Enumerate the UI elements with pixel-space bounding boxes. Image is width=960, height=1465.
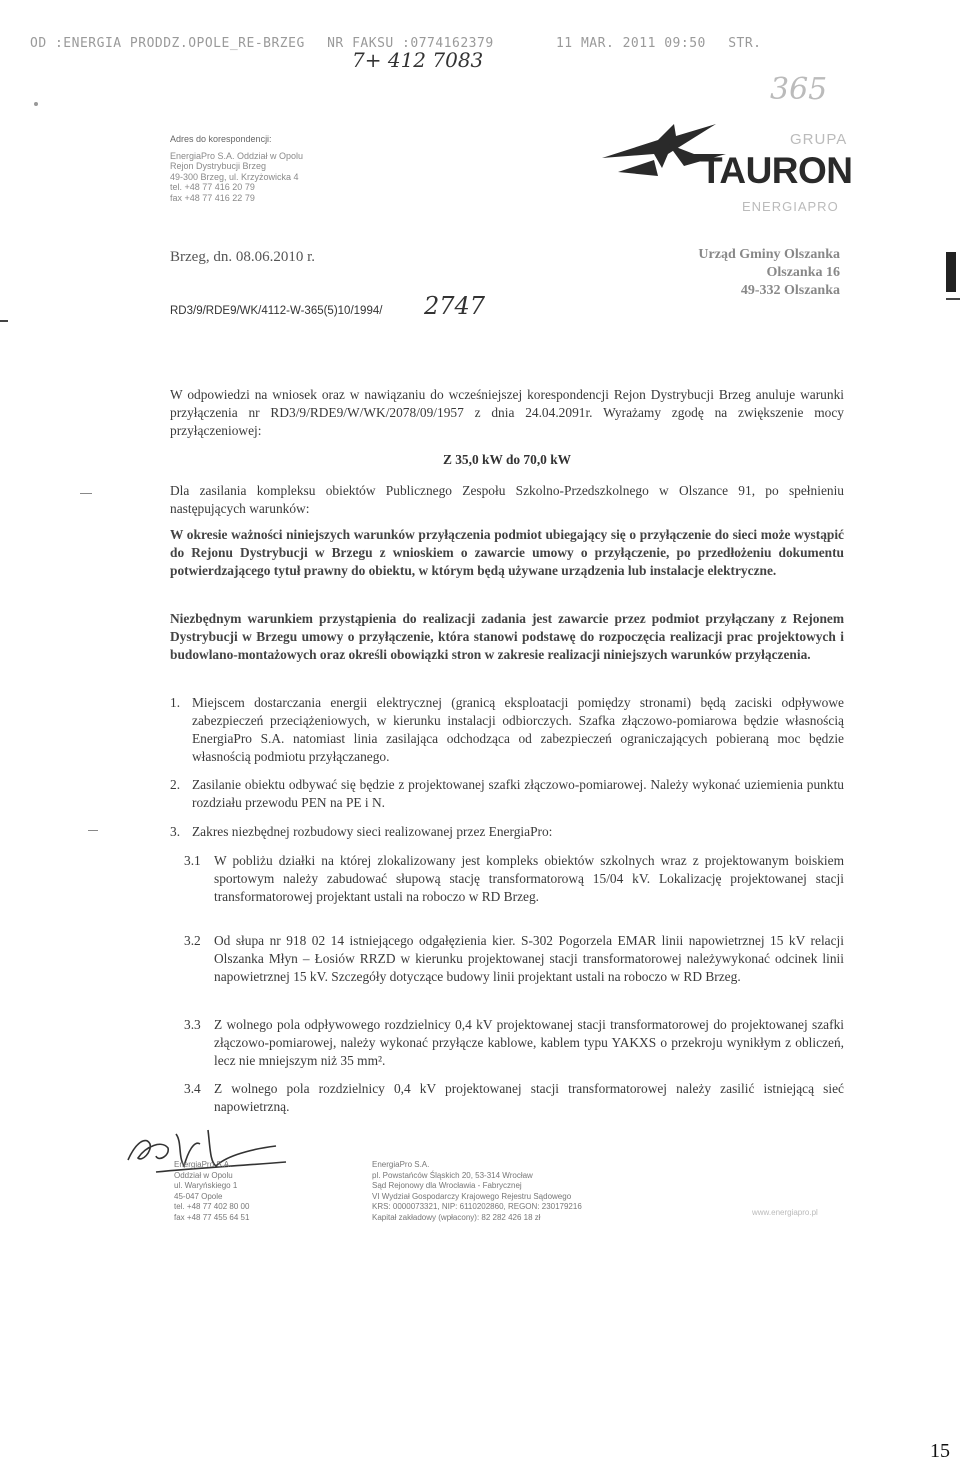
scan-edge-mark [946, 298, 960, 300]
fax-from: OD :ENERGIA PRODDZ.OPOLE_RE-BRZEG [30, 36, 305, 51]
footer-line: VI Wydział Gospodarczy Krajowego Rejestru Sądowego [372, 1191, 572, 1201]
footer-line: KRS: 0000073321, NIP: 6110202860, REGON: 230179216 [372, 1202, 582, 1211]
recipient-line: Olszanka 16 [766, 265, 840, 280]
validity-paragraph: W okresie ważności niniejszych warunków przyłączenia podmiot ubiegający się o przyłączenie do sieci może wystąpić do Rejonu Dystrybucji w Brzegu z wnioskiem o zawarcie umowy o przyłączenie, po przedłożeniu dokumentu potwierdzającego tytuł prawny do obiektu, w którym będą używane urządzenia lub instalacje elektryczne. [170, 527, 844, 578]
fax-date: 11 MAR. 2011 09:50 [555, 36, 706, 51]
sub-item [184, 1080, 844, 1116]
scan-edge-mark [0, 320, 8, 322]
footer-line: Kapitał zakładowy (wpłacony): 82 282 426 18 zł [372, 1212, 541, 1222]
footer-line: EnergiaPro S.A. [372, 1160, 430, 1169]
list-item [170, 694, 844, 766]
recipient-address [660, 246, 840, 300]
power-change: Z 35,0 kW do 70,0 kW [442, 452, 572, 467]
handwritten-reference: 7+ 412 7083 [352, 48, 484, 72]
sub-item-number: 3.4 [184, 1081, 201, 1096]
sub-item-number: 3.2 [184, 933, 201, 948]
fax-number: NR FAKSU :0774162379 [327, 36, 494, 51]
margin-mark [80, 493, 92, 494]
correspondence-heading: Adres do korespondencji: [170, 134, 272, 144]
footer-line: Sąd Rejonowy dla Wrocławia - Fabrycznej [372, 1181, 522, 1190]
logo-subbrand: ENERGIAPRO [742, 199, 839, 214]
list-item [170, 776, 844, 812]
fax-page: STR. [728, 36, 762, 51]
sub-item [184, 1016, 844, 1070]
reference-number: RD3/9/RDE9/WK/4112-W-365(5)10/1994/ [170, 305, 383, 317]
recipient-line: Urząd Gminy Olszanka [698, 247, 840, 262]
footer-line: EnergiaPro S.A. [174, 1160, 232, 1169]
address-line: tel. +48 77 416 20 79 [170, 182, 255, 192]
necessary-condition-paragraph: Niezbędnym warunkiem przystąpienia do realizacji zadania jest zawarcie przez podmiot przyłączany z Rejonem Dystrybucji w Brzegu umowy o przyłączenie, która stanowi podstawę do rozpoczęcia realizacji prac projektowych i budowlano-montażowych oraz określi obowiązki stron w zakresie realizacji niniejszych warunków przyłączenia. [170, 611, 844, 662]
sub-item-number: 3.3 [184, 1017, 201, 1032]
item-text: Miejscem dostarczania energii elektrycznej (granicą eksploatacji pomiędzy stronami) będą zaciski odpływowe zabezpieczeń przeciążeniowych, w kierunku instalacji odbiorczych. Szafka złączowo-pomiarowa będzie własnością EnergiaPro S.A. natomiast linia zasilająca odchodząca od zabezpieczeń ograniczających pobieraną moc będzie własnością podmiotu przyłączanego. [192, 695, 844, 764]
footer-line: Oddział w Opolu [174, 1170, 233, 1180]
handwritten-number: 365 [770, 72, 828, 107]
sub-item-text: W pobliżu działki na której zlokalizowany jest kompleks obiektów szkolnych wraz z projektowanym boiskiem sportowym należy zabudować słupową stację transformatorową 15/04 kV. Lokalizację projektowanej stacji transformatorowej projektant ustali na roboczo w RD Brzeg. [214, 853, 844, 904]
item-text: Zasilanie obiektu odbywać się będzie z projektowanej szafki złączowo-pomiarowej. Należy wykonać uziemienia punktu rozdziału przewodu PEN na PE i N. [192, 777, 844, 810]
item-number: 3. [170, 824, 181, 839]
footer-line: ul. Waryńskiego 1 [174, 1181, 238, 1190]
address-line: 49-300 Brzeg, ul. Krzyżowicka 4 [170, 171, 299, 182]
item-number: 2. [170, 777, 181, 792]
footer-company-info [372, 1160, 672, 1223]
sub-item-text: Od słupa nr 918 02 14 istniejącego odgałęzienia kier. S-302 Pogorzela EMAR linii napowietrznej 15 kV relacji Olszanka Młyn – Łosiów RRZD w kierunku projektowanej stacji transformatorowej należywykonać odcinek linii napowietrznej 15 kV. Szczegóły dotyczące budowy linii projektant ustali na roboczo w RD Brzeg. [214, 933, 844, 984]
logo-grupa: GRUPA [790, 131, 848, 148]
item-text: Zakres niezbędnej rozbudowy sieci realizowanej przez EnergiaPro: [192, 824, 553, 839]
sub-item-number: 3.1 [184, 853, 201, 868]
intro-paragraph: W odpowiedzi na wniosek oraz w nawiązaniu do wcześniejszej korespondencji Rejon Dystrybucji Brzeg anuluje warunki przyłączenia nr RD3/9/RDE9/W/WK/2078/09/1957 z dnia 24.04.2091r. Wyrażamy zgodę na zwiększenie mocy przyłączeniowej: [170, 387, 844, 438]
scan-edge-mark [946, 252, 956, 292]
handwritten-reference-number: 2747 [424, 292, 486, 320]
sub-item [184, 852, 844, 906]
correspondence-address [170, 134, 370, 203]
footer-line: tel. +48 77 402 80 00 [174, 1202, 250, 1211]
supply-paragraph: Dla zasilania kompleksu obiektów Publicznego Zespołu Szkolno-Przedszkolnego w Olszance 91, po spełnieniu następujących warunków: [170, 483, 844, 516]
recipient-line: 49-332 Olszanka [740, 283, 840, 298]
place-date: Brzeg, dn. 08.06.2010 r. [170, 249, 315, 265]
footer-branch-info [174, 1160, 344, 1223]
page-number: 15 [930, 1440, 950, 1462]
scan-mark [34, 102, 38, 106]
sub-item [184, 932, 844, 986]
sub-item-text: Z wolnego pola rozdzielnicy 0,4 kV projektowanej stacji transformatorowej należy zasilić istniejącą sieć napowietrzną. [214, 1081, 844, 1114]
list-item [170, 823, 844, 841]
footer-line: 45-047 Opole [174, 1191, 223, 1201]
footer-line: pl. Powstańców Śląskich 20, 53-314 Wrocław [372, 1170, 533, 1180]
address-line: EnergiaPro S.A. Oddział w Opolu [170, 150, 304, 161]
footer-line: fax +48 77 455 64 51 [174, 1212, 250, 1222]
address-line: fax +48 77 416 22 79 [170, 192, 255, 203]
item-number: 1. [170, 695, 181, 710]
logo-name: TAURON [700, 150, 853, 191]
footer-website: www.energiapro.pl [752, 1208, 818, 1217]
sub-item-text: Z wolnego pola odpływowego rozdzielnicy 0,4 kV projektowanej stacji transformatorowej do projektowanej szafki złączowo-pomiarowej, należy wykonać przyłącze kablowe, kablem typu YAKXS o przekroju wynikłym z obliczeń, lecz nie mniejszym niż 35 mm². [214, 1017, 844, 1068]
address-line: Rejon Dystrybucji Brzeg [170, 161, 267, 171]
margin-mark [88, 830, 98, 831]
